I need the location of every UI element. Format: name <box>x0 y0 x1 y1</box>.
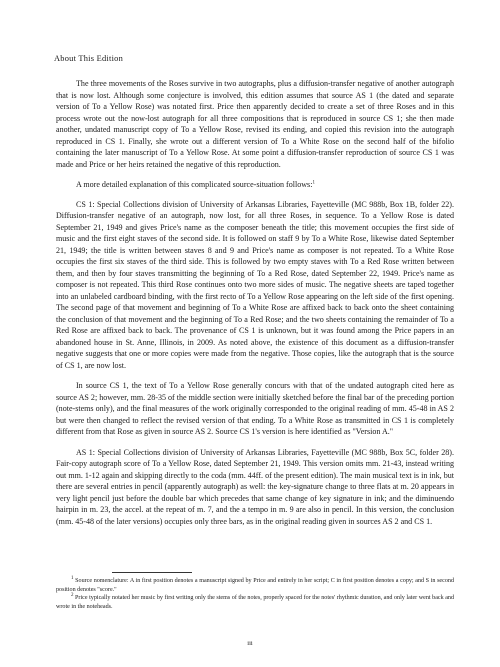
footnote-divider <box>112 572 192 573</box>
body-text <box>56 78 454 536</box>
footnote-2: $^2$ Price typically notated her music by first writing only the stems of the notes, properly spaced for the notes' rhythmic duration, and only later went back and wrote in the noteheads. <box>56 593 454 610</box>
paragraph-2: A more detailed explanation of this complicated source-situation follows:$^1$ <box>76 180 315 189</box>
paragraph-cs1: CS 1: Special Collections division of University of Arkansas Libraries, Fayetteville (MC 988b, Box 1B, folder 22). Diffusion-transfer negative of an autograph, now lost, for all three Roses, in sequence. To a Yellow Rose is dated September 21, 1949 and gives Price's name as the composer beneath the title; this movement occupies the first side of music and the first eight staves of the second side. It is followed on staff 9 by To a White Rose, likewise dated September 21, 1949; the title is written between staves 8 and 9 and Price's name as composer is not repeated. To a White Rose occupies the first six staves of the third side. This is followed by two empty staves with To a Red Rose written between them, and then by four staves transmitting the beginning of To a Red Rose, dated September 22, 1949. Price's name as composer is not repeated. This third Rose continues onto two more sides of music. The negative sheets are taped together into an unlabeled cardboard binding, with the first recto of To a Yellow Rose appearing on the left side of the first opening. The second page of that movement and beginning of To a White Rose are affixed back to back onto the sheet containing the conclusion of that movement and the beginning of To a Red Rose; and the two sheets containing the remainder of To a Red Rose are affixed back to back. The provenance of CS 1 is unknown, but it was found among the Price papers in an abandoned house in St. Anne, Illinois, in 2009. As noted above, the existence of this document as a diffusion-transfer negative suggests that one or more copies were made from the negative. Those copies, like the autograph that is the source of CS 1, are now lost. <box>56 199 454 370</box>
section-heading: About This Edition <box>54 54 124 63</box>
paragraph-1: The three movements of the Roses survive in two autographs, plus a diffusion-transfer negative of another autograph that is now lost. Although some conjecture is involved, this edition assumes that source AS 1 (the dated and separate version of To a Yellow Rose) was notated first. Price then apparently decided to create a set of three Roses and in this process wrote out the now-lost autograph for all three compositions that is reproduced in source CS 1; she then made another, undated manuscript copy of To a Yellow Rose, revised its ending, and copied this revision into the autograph reproduced in CS 1. Finally, she wrote out a different version of To a White Rose on the second half of the bifolio containing the later manuscript of To a Yellow Rose. At some point a diffusion-transfer reproduction of source CS 1 was made and Price or her heirs retained the negative of this reproduction. <box>56 79 454 169</box>
footnotes <box>56 577 454 611</box>
paragraph-cs1-text: In source CS 1, the text of To a Yellow Rose generally concurs with that of the undated autograph cited here as source AS 2; however, mm. 28-35 of the middle section were initially sketched before the final bar of the preceding portion (note-stems only), and the final measures of the work originally corresponded to the original reading of mm. 45-48 in AS 2 but were then changed to reflect the revised version of that ending. To a White Rose as transmitted in CS 1 is completely different from that Rose as given in source AS 2. Source CS 1's version is here identified as "Version A." <box>56 381 454 436</box>
paragraph-as1: AS 1: Special Collections division of University of Arkansas Libraries, Fayetteville (MC 988b, Box 5C, folder 28). Fair-copy autograph score of To a Yellow Rose, dated September 21, 1949. This version omits mm. 21-43, instead writing out mm. 1-12 again and skipping directly to the coda (mm. 44ff. of the present edition). The main musical text is in ink, but there are several entries in pencil (apparently autograph) as well: the key-signature change to three flats at m. 20 appears in very light pencil just before the double bar which precedes that same change of key signature in ink; and the diminuendo hairpin in m. 23, the accel. at the repeat of m. 7, and the a tempo in m. 9 are also in pencil. In this version, the conclusion (mm. 45-48 of the later versions) occupies only three bars, as in the original reading given in sources AS 2 and CS 1. <box>56 447 454 526</box>
page-number: iii <box>247 640 253 647</box>
footnote-1: $^1$ Source nomenclature: A in first position denotes a manuscript signed by Price and entirely in her script; C in first position denotes a copy; and S in second position denotes "score." <box>56 575 454 593</box>
footnote-ref-1: 1 <box>312 180 315 186</box>
